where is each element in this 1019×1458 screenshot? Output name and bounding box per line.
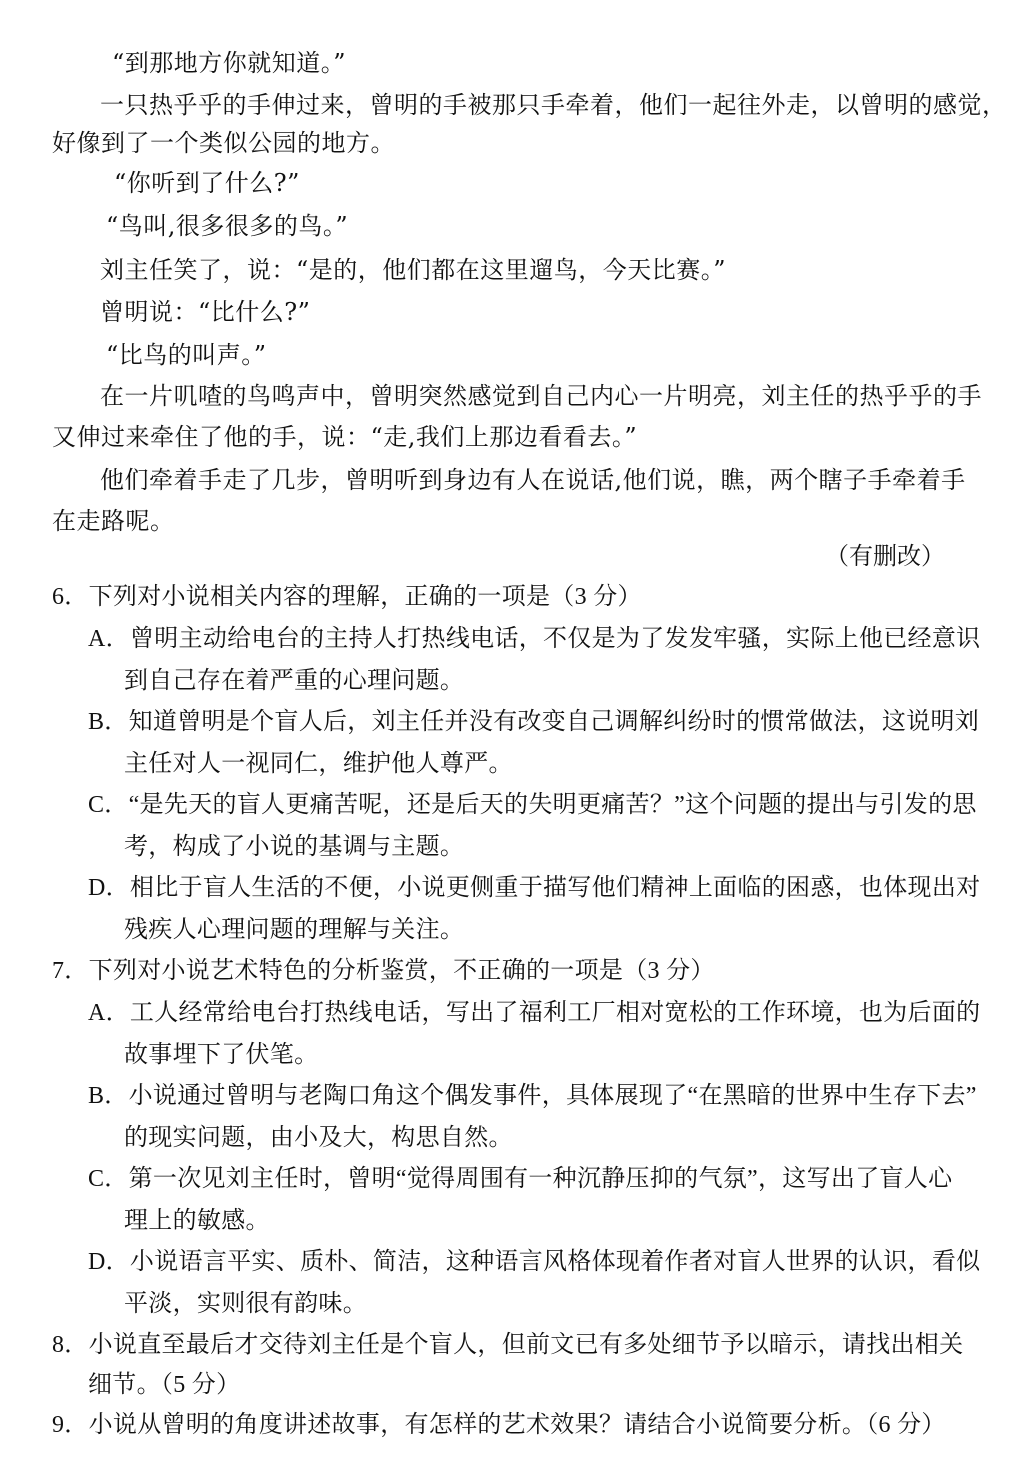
story-line: “你听到了什么?” <box>114 169 300 197</box>
option-line: 到自己存在着严重的心理问题。 <box>124 668 465 694</box>
option-line: B．小说通过曾明与老陶口角这个偶发事件，具体展现了“在黑暗的世界中生存下去” <box>88 1083 977 1109</box>
source-note: （有删改） <box>825 544 945 570</box>
story-line: 好像到了一个类似公园的地方。 <box>52 129 395 157</box>
option-line: D．相比于盲人生活的不便，小说更侧重于描写他们精神上面临的困惑，也体现出对 <box>88 875 981 901</box>
option-line: 残疾人心理问题的理解与关注。 <box>124 917 465 943</box>
question-stem: 细节。（5 分） <box>88 1372 241 1398</box>
option-line: B．知道曾明是个盲人后，刘主任并没有改变自己调解纠纷时的惯常做法，这说明刘 <box>88 709 980 735</box>
story-line: 刘主任笑了，说：“是的，他们都在这里遛鸟，今天比赛。” <box>100 256 727 284</box>
option-line: 的现实问题，由小及大，构思自然。 <box>124 1125 513 1151</box>
story-line: 曾明说：“比什么?” <box>100 298 311 326</box>
story-line: 一只热乎乎的手伸过来，曾明的手被那只手牵着，他们一起往外走，以曾明的感觉， <box>100 91 1007 119</box>
option-line: 故事埋下了伏笔。 <box>124 1042 319 1068</box>
option-line: A．工人经常给电台打热线电话，写出了福利工厂相对宽松的工作环境，也为后面的 <box>88 1000 981 1026</box>
option-line: 考，构成了小说的基调与主题。 <box>124 834 465 860</box>
option-line: 理上的敏感。 <box>124 1208 270 1234</box>
option-line: C．第一次见刘主任时，曾明“觉得周围有一种沉静压抑的气氛”，这写出了盲人心 <box>88 1166 953 1192</box>
story-line: “到那地方你就知道。” <box>112 49 347 77</box>
question-stem: 8．小说直至最后才交待刘主任是个盲人，但前文已有多处细节予以暗示，请找出相关 <box>52 1332 964 1358</box>
story-line: 又伸过来牵住了他的手，说：“走,我们上那边看看去。” <box>52 423 638 451</box>
option-line: 平淡，实则很有韵味。 <box>124 1291 367 1317</box>
option-line: 主任对人一视同仁，维护他人尊严。 <box>124 751 513 777</box>
question-stem: 6．下列对小说相关内容的理解，正确的一项是（3 分） <box>52 584 642 610</box>
story-line: “鸟叫,很多很多的鸟。” <box>106 212 349 240</box>
option-line: A．曾明主动给电台的主持人打热线电话，不仅是为了发发牢骚，实际上他已经意识 <box>88 626 981 652</box>
question-stem: 7．下列对小说艺术特色的分析鉴赏，不正确的一项是（3 分） <box>52 958 715 984</box>
option-line: C．“是先天的盲人更痛苦呢，还是后天的失明更痛苦？”这个问题的提出与引发的思 <box>88 792 977 818</box>
story-line: “比鸟的叫声。” <box>106 341 267 369</box>
option-line: D．小说语言平实、质朴、简洁，这种语言风格体现着作者对盲人世界的认识，看似 <box>88 1249 981 1275</box>
story-line: 他们牵着手走了几步，曾明听到身边有人在说话,他们说，瞧，两个瞎子手牵着手 <box>100 466 966 494</box>
story-line: 在走路呢。 <box>52 507 175 535</box>
question-stem: 9．小说从曾明的角度讲述故事，有怎样的艺术效果？请结合小说简要分析。（6 分） <box>52 1412 946 1438</box>
story-line: 在一片叽喳的鸟鸣声中，曾明突然感觉到自己内心一片明亮，刘主任的热乎乎的手 <box>100 382 982 410</box>
